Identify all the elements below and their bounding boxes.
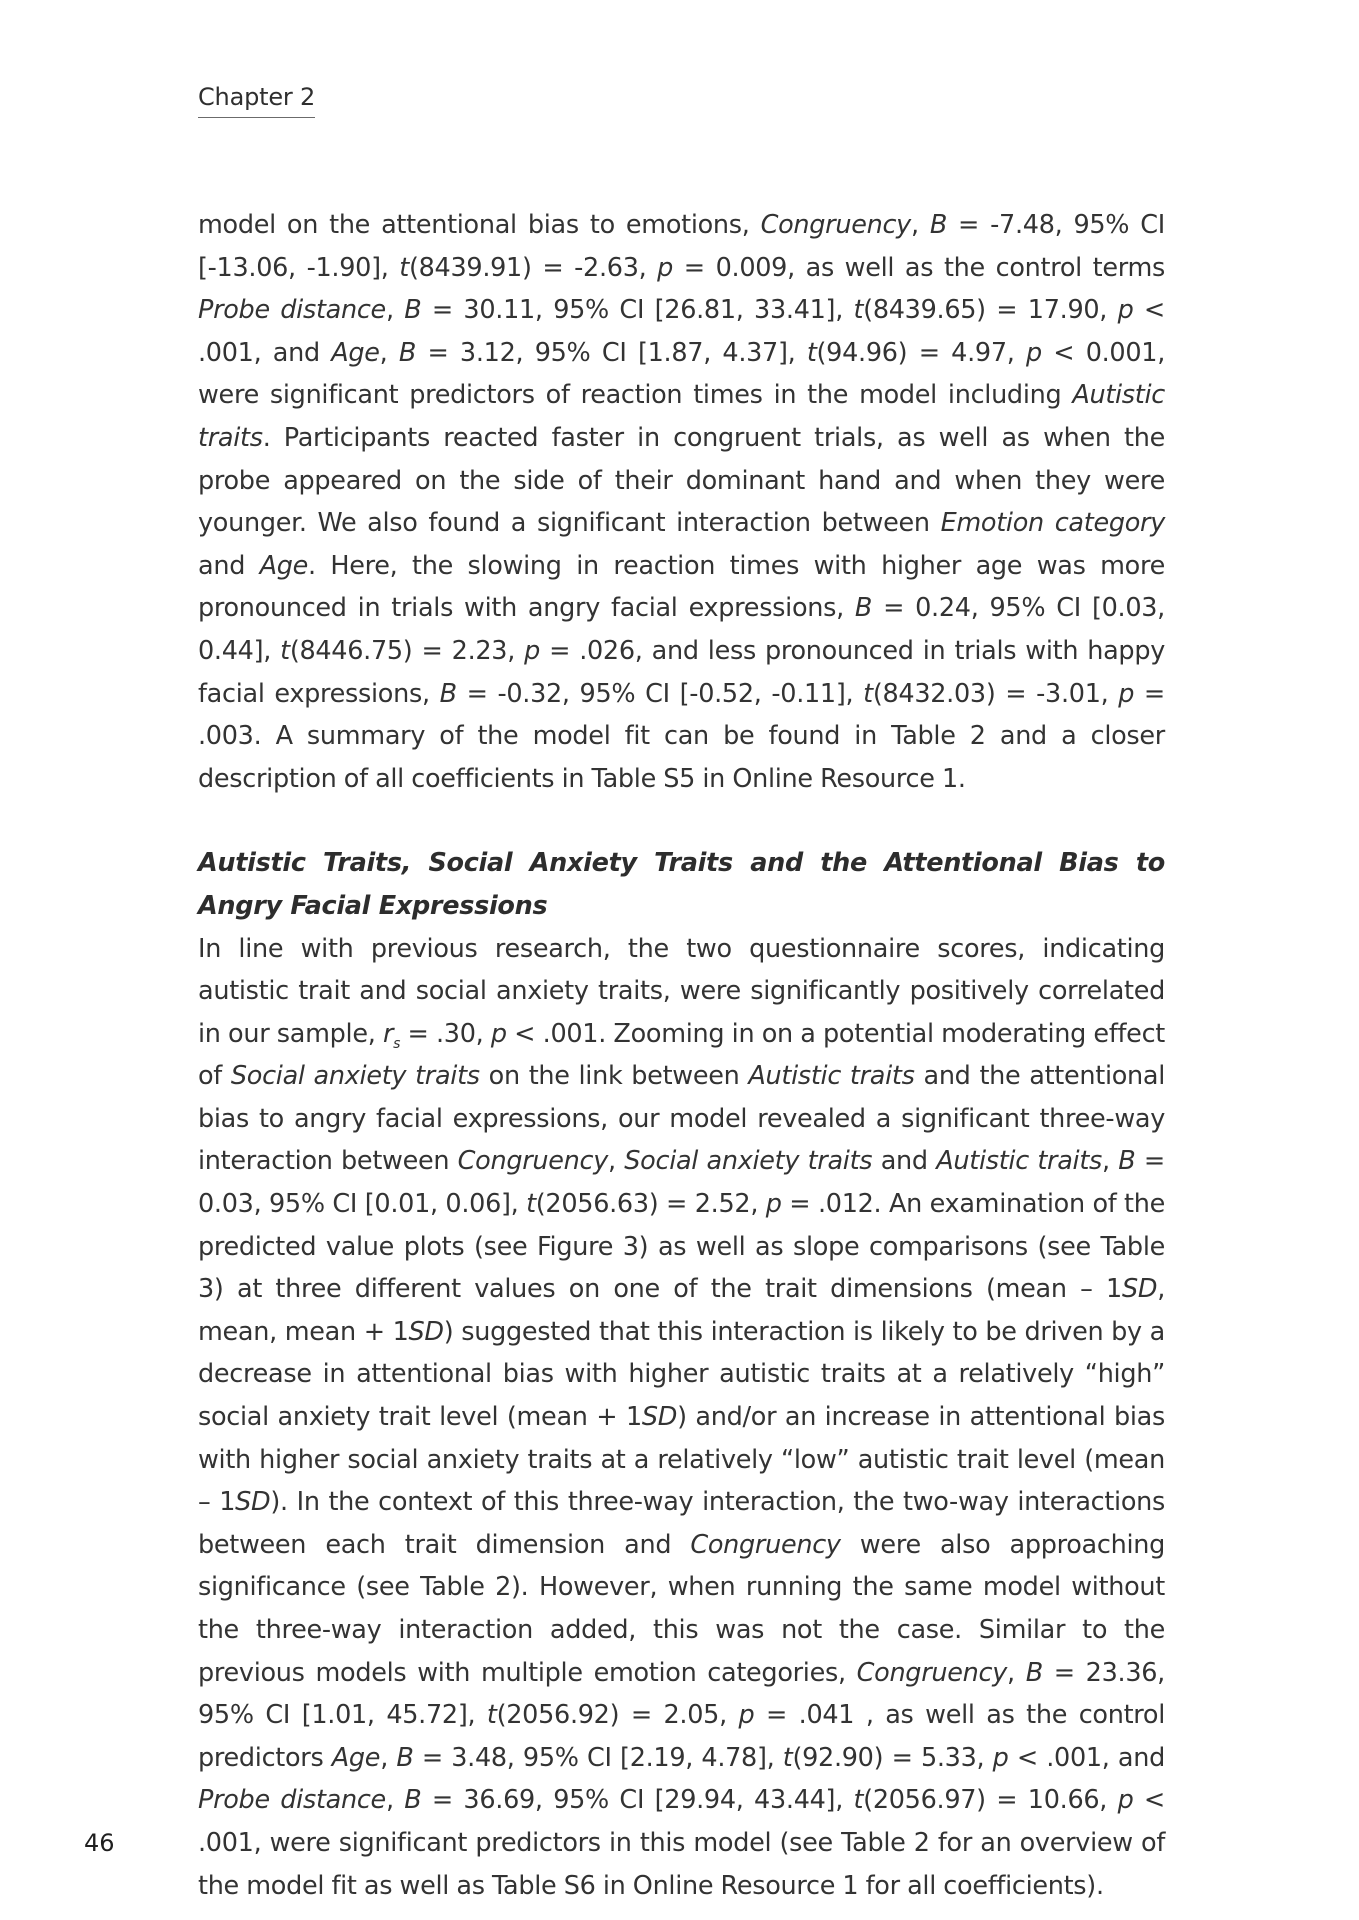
text-run: = 3.12, 95% CI [1.87, 4.37],: [416, 337, 807, 368]
page-body: [198, 204, 1165, 1907]
stat-symbol: p: [1117, 1785, 1134, 1816]
paragraph-results-three-way-interaction: [198, 928, 1165, 1908]
stat-symbol: SD: [641, 1402, 678, 1433]
text-run: ,: [910, 210, 930, 240]
stat-symbol: p: [524, 635, 540, 666]
stat-symbol: p: [490, 1018, 507, 1049]
stat-symbol: p: [1025, 337, 1042, 368]
italic-term: Congruency: [760, 210, 911, 240]
text-run: ,: [380, 1742, 397, 1773]
text-run: ,: [385, 295, 405, 326]
stat-symbol: B: [929, 210, 948, 240]
italic-term: Congruency: [690, 1529, 841, 1560]
stat-symbol: p: [738, 1700, 755, 1731]
text-run: = .041 , as well as the control predictors: [198, 1700, 1166, 1773]
italic-term: Autistic traits: [198, 380, 1165, 453]
text-run: and: [198, 550, 260, 581]
text-run: on the link between: [479, 1061, 749, 1092]
stat-symbol: B: [404, 295, 422, 326]
italic-term: Age: [259, 550, 309, 581]
italic-term: Social anxiety traits: [230, 1061, 480, 1092]
text-run: ) suggested that this interaction is likely to be driven by a decrease in attentional bias with higher autistic traits at a relatively “high” social anxiety trait level (mean + 1: [198, 1316, 1165, 1433]
text-run: . Participants reacted faster in congruent trials, as well as when the probe appeared on the side of their dominant hand and when they were younger. We also found a significant interaction between: [198, 422, 1165, 539]
stat-symbol: B: [396, 1742, 414, 1773]
italic-term: Age: [331, 337, 380, 368]
italic-term: Emotion category: [940, 508, 1165, 539]
text-run: = 3.48, 95% CI [2.19, 4.78],: [413, 1742, 783, 1773]
text-run: = -0.32, 95% CI [-0.52, -0.11],: [456, 678, 864, 709]
italic-term: Probe distance: [198, 295, 386, 326]
stat-symbol: SD: [408, 1316, 444, 1347]
text-run: = 36.69, 95% CI [29.94, 43.44],: [421, 1785, 854, 1816]
paragraph-results-autistic-traits: [198, 204, 1165, 800]
text-run: were also approaching significance (see Table 2). However, when running the same model without the three-way interaction added, this was not the case. Similar to the previous models with multiple emotion categories,: [198, 1529, 1165, 1688]
stat-symbol: t: [486, 1700, 497, 1731]
stat-symbol: t: [853, 295, 864, 326]
text-run: (92.90) = 5.33,: [792, 1742, 993, 1773]
stat-symbol: p: [657, 252, 674, 283]
page-number: 46: [84, 1829, 115, 1857]
text-run: (8432.03) = -3.01,: [872, 678, 1119, 709]
text-run: = -7.48, 95% CI [-13.06, -1.90],: [198, 210, 1165, 283]
text-run: = 23.36, 95% CI [1.01, 45.72],: [198, 1657, 1165, 1731]
italic-term: Probe distance: [198, 1785, 386, 1816]
italic-term: Social anxiety traits: [624, 1146, 873, 1177]
stat-symbol: B: [1118, 1146, 1136, 1177]
text-run: < .001, were significant predictors in this model (see Table 2 for an overview of the model fit as well as Table S6 in Online Resource 1 for all coefficients).: [198, 1785, 1165, 1901]
stat-symbol: B: [398, 337, 417, 368]
section-heading: Autistic Traits, Social Anxiety Traits and the Attentional Bias to Angry Facial Expressions: [198, 848, 1165, 921]
text-run: (2056.92) = 2.05,: [496, 1700, 739, 1731]
text-run: (8439.91) = -2.63,: [408, 252, 658, 283]
text-run: ,: [379, 337, 399, 368]
text-run: = 0.03, 95% CI [0.01, 0.06],: [198, 1146, 1165, 1220]
text-run: = 0.009, as well as the control terms: [673, 252, 1166, 283]
stat-symbol: p: [992, 1742, 1009, 1773]
text-run: ,: [385, 1785, 405, 1816]
stat-symbol: t: [526, 1189, 536, 1220]
stat-symbol: B: [404, 1785, 422, 1816]
stat-symbol: t: [806, 337, 817, 368]
stat-symbol: p: [1118, 678, 1135, 709]
text-run: (94.96) = 4.97,: [816, 337, 1026, 368]
text-run: In line with previous research, the two questionnaire scores, indicating autistic trait and social anxiety traits, were significantly positively correlated in our sample,: [198, 933, 1165, 1049]
text-run: (2056.63) = 2.52,: [535, 1189, 766, 1220]
text-run: = .026, and less pronounced in trials with happy facial expressions,: [198, 635, 1165, 709]
text-run: = 0.24, 95% CI [0.03, 0.44],: [198, 593, 1165, 666]
stat-symbol: t: [280, 635, 290, 666]
stat-symbol: t: [853, 1785, 864, 1816]
text-run: = .30,: [400, 1018, 491, 1049]
text-run: (8446.75) = 2.23,: [289, 635, 525, 666]
text-run: < .001. Zooming in on a potential moderating effect of: [198, 1018, 1165, 1092]
italic-term: Congruency: [856, 1657, 1008, 1688]
text-run: model on the attentional bias to emotions,: [198, 210, 761, 240]
stat-symbol: SD: [1121, 1274, 1158, 1305]
stat-symbol: t: [399, 252, 409, 283]
stat-symbol: p: [765, 1189, 782, 1220]
text-run: and the attentional bias to angry facial expressions, our model revealed a significant three-way interaction between: [198, 1061, 1166, 1177]
text-run: = .003. A summary of the model fit can be found in Table 2 and a closer description of all coefficients in Table S5 in Online Resource 1.: [198, 678, 1165, 794]
text-run: and: [872, 1146, 937, 1177]
italic-term: Age: [331, 1742, 381, 1773]
stat-symbol: B: [1025, 1657, 1043, 1688]
stat-symbol: r: [382, 1018, 394, 1049]
text-run: . Here, the slowing in reaction times with higher age was more pronounced in trials with angry facial expressions,: [198, 550, 1165, 624]
text-run: = .012. An examination of the predicted value plots (see Figure 3) as well as slope comparisons (see Table 3) at three different values on one of the trait dimensions (mean – 1: [198, 1189, 1166, 1305]
text-run: (8439.65) = 17.90,: [863, 295, 1118, 326]
stat-symbol: t: [782, 1742, 793, 1773]
stat-symbol: t: [863, 678, 873, 709]
text-run: , mean, mean + 1: [198, 1274, 1165, 1347]
text-run: ,: [1007, 1657, 1026, 1688]
text-run: ,: [608, 1146, 625, 1177]
italic-term: Autistic traits: [936, 1146, 1103, 1177]
text-run: ). In the context of this three-way interaction, the two-way interactions between each trait dimension and: [198, 1487, 1165, 1560]
stat-symbol: B: [854, 593, 873, 624]
stat-symbol: p: [1117, 295, 1134, 326]
text-run: < .001, and: [1008, 1742, 1165, 1773]
text-run: < .001, and: [198, 295, 1165, 368]
text-run: (2056.97) = 10.66,: [863, 1785, 1118, 1816]
italic-term: Congruency: [457, 1146, 609, 1177]
text-run: = 30.11, 95% CI [26.81, 33.41],: [421, 295, 854, 326]
running-header-chapter: Chapter 2: [198, 82, 315, 118]
stat-symbol: B: [439, 678, 457, 709]
text-run: < 0.001, were significant predictors of reaction times in the model including: [198, 337, 1165, 411]
text-run: ) and/or an increase in attentional bias with higher social anxiety traits at a relatively “low” autistic trait level (mean – 1: [198, 1402, 1165, 1518]
text-run: ,: [1102, 1146, 1119, 1177]
stat-symbol: SD: [235, 1487, 271, 1518]
italic-term: Autistic traits: [748, 1061, 915, 1092]
stat-subscript: s: [393, 1035, 401, 1052]
